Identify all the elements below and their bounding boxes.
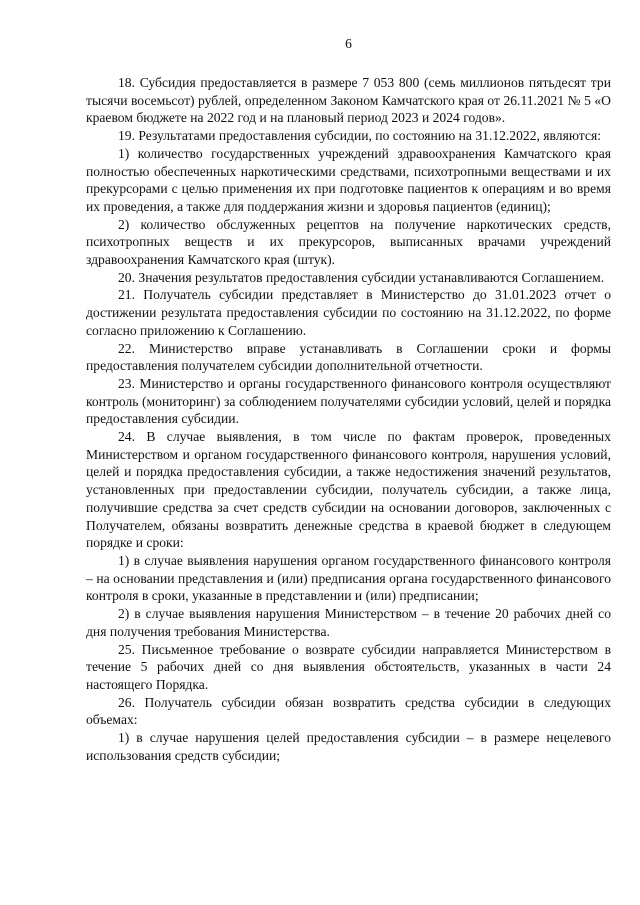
page-number: 6 [345,36,352,51]
paragraph-24: 24. В случае выявления, в том числе по фактам проверок, проведенных Министерством и органом государственного финансового контроля, нарушения условий, целей и порядка предоставления субсидии, а также недостижения значений результатов, установленных при предоставлении субсидии, получатель субсидии, а также лица, получившие средства за счет средств субсидии на основании договоров, заключенных с Получателем, обязаны возвратить денежные средства в краевой бюджет в следующем порядке и сроки: [86,429,611,551]
document-body [86,74,611,764]
paragraph-24-item-1: 1) в случае выявления нарушения органом государственного финансового контроля – на основании представления и (или) предписания органа государственного финансового контроля в сроки, указанные в представлении и (или) предписании; [86,552,611,604]
paragraph-19: 19. Результатами предоставления субсидии, по состоянию на 31.12.2022, являются: [118,128,601,144]
paragraph-19-item-1: 1) количество государственных учреждений здравоохранения Камчатского края полностью обеспеченных наркотическими средствами, психотропными веществами и их прекурсорами с целью применения их при подготовке пациентов к операциям и во время их проведения, а также для поддержания жизни и здоровья пациентов (единиц); [86,145,611,214]
paragraph-22: 22. Министерство вправе устанавливать в Соглашении сроки и формы предоставления получателем субсидии дополнительной отчетности. [86,340,611,374]
paragraph-18: 18. Субсидия предоставляется в размере 7 053 800 (семь миллионов пятьдесят три тысячи восемьсот) рублей, определенном Законом Камчатского края от 26.11.2021 № 5 «О краевом бюджете на 2022 год и на плановый период 2023 и 2024 годов». [86,75,611,126]
paragraph-26-item-1: 1) в случае нарушения целей предоставления субсидии – в размере нецелевого использования средств субсидии; [86,730,611,763]
paragraph-19-item-2: 2) количество обслуженных рецептов на получение наркотических средств, психотропных веществ и их прекурсоров, выписанных врачами учреждений здравоохранения Камчатского края (штук). [86,216,611,268]
paragraph-25: 25. Письменное требование о возврате субсидии направляется Министерством в течение 5 рабочих дней со дня выявления обстоятельств, указанных в части 24 настоящего Порядка. [86,641,611,692]
paragraph-23: 23. Министерство и органы государственного финансового контроля осуществляют контроль (мониторинг) за соблюдением получателями субсидии условий, целей и порядка предоставления субсидии. [86,375,611,427]
paragraph-24-item-2: 2) в случае выявления нарушения Министерством – в течение 20 рабочих дней со дня получения требования Министерства. [86,606,611,639]
paragraph-20: 20. Значения результатов предоставления субсидии устанавливаются Соглашением. [118,269,605,285]
paragraph-21: 21. Получатель субсидии представляет в Министерство до 31.01.2023 отчет о достижении результата предоставления субсидии по состоянию на 31.12.2022, по форме согласно приложению к Соглашению. [86,287,611,338]
paragraph-26: 26. Получатель субсидии обязан возвратить средства субсидии в следующих объемах: [86,694,611,728]
